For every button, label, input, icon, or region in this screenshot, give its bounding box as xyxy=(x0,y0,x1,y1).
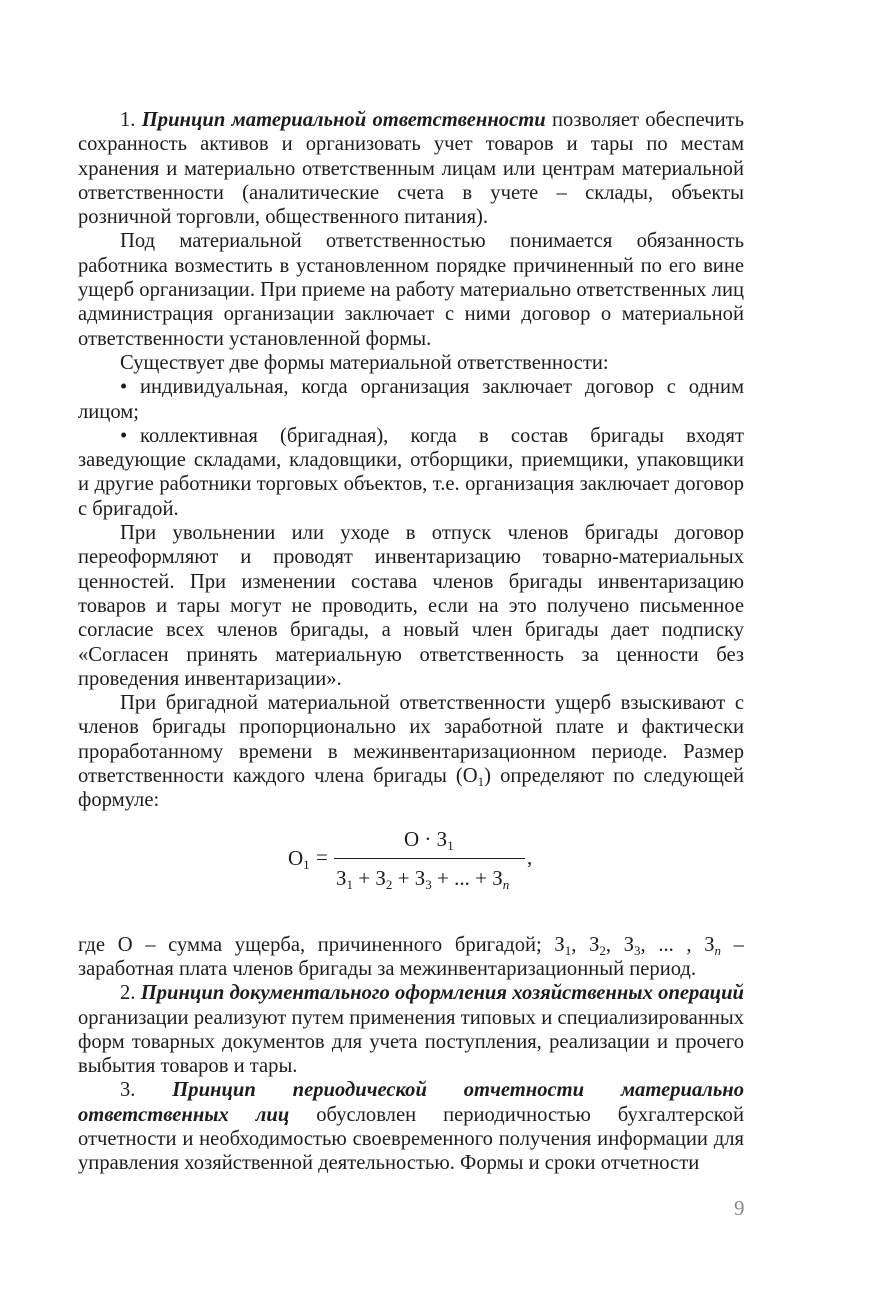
principle-title: Принцип периодической отчетности материально ответственных лиц xyxy=(78,1079,744,1126)
list-number: 3. xyxy=(120,1079,173,1102)
principle-title: Принцип документального оформления хозяйственных операций xyxy=(140,982,744,1005)
list-number: 2. xyxy=(120,982,141,1005)
page-number: 9 xyxy=(734,1196,745,1220)
formula-lhs: $О_1$ xyxy=(288,845,310,872)
paragraph-formula-legend: где О – сумма ущерба, причиненного бригадой; $З_1$, $З_2$, $З_3$, ... , $З_n$ – заработная плата членов бригады за межинвентаризационный период. xyxy=(78,933,744,980)
fraction-line xyxy=(334,858,525,859)
paragraph-definition: Под материальной ответственностью понимается обязанность работника возместить в установленном порядке причиненный по его вине ущерб организации. При приеме на работу материально ответственных лиц администрация организации заключает с ними договор о материальной ответственности установленной формы. xyxy=(78,230,744,350)
paragraph-dismissal: При увольнении или уходе в отпуск членов бригады договор переоформляют и проводят инвентаризацию товарно-материальных ценностей. При изменении состава членов бригады инвентаризацию товаров и тары могут не проводить, если на это получено письменное согласие всех членов бригады, а новый член бригады дает подписку «Согласен принять материальную ответственность за ценности без проведения инвентаризации». xyxy=(78,522,744,690)
list-item: • коллективная (бригадная), когда в состав бригады входят заведующие складами, кладовщики, отборщики, приемщики, упаковщики и другие работники торговых объектов, т.е. организация заключает договор с бригадой. xyxy=(78,424,744,520)
bullet-icon: • xyxy=(120,376,128,399)
list-item: • индивидуальная, когда организация заключает договор с одним лицом; xyxy=(78,376,744,423)
bullet-icon: • xyxy=(120,424,128,447)
formula-comma: , xyxy=(527,844,533,869)
formula-equals: = xyxy=(316,844,328,869)
page-body xyxy=(78,108,744,1176)
paragraph-principle-1 xyxy=(78,108,744,229)
principle-title: Принцип материальной ответственности xyxy=(141,109,546,131)
paragraph-brigade-liability: При бригадной материальной ответственности ущерб взыскивают с членов бригады пропорционально их заработной плате и фактически проработанному времени в межинвентаризационном периоде. Размер ответственности каждого члена бригады $(О_1)$ определяют по следующей формуле: xyxy=(78,692,744,812)
paragraph-principle-2: 2. Принцип документального оформления хозяйственных операций организации реализуют путем применения типовых и специализированных форм товарных документов для учета поступления, реализации и прочего выбытия товаров и тары. xyxy=(78,982,744,1078)
paragraph-principle-3: 3. Принцип периодической отчетности материально ответственных лиц обусловлен периодичностью бухгалтерской отчетности и необходимостью своевременного получения информации для управления хозяйственной деятельностью. Формы и сроки отчетности xyxy=(78,1079,744,1175)
list-number: 1. xyxy=(120,109,142,131)
paragraph-text: позволяет обеспечить сохранность активов и организовать учет товаров и тары по местам хранения и материально ответственным лицам или центрам материальной ответственности (аналитические счета в учете – склады, объекты розничной торговли, общественного питания). xyxy=(78,109,745,229)
formula-numerator: $О \cdot З_1$ xyxy=(404,826,454,853)
paragraph-forms-intro: Существует две формы материальной ответственности: xyxy=(120,351,609,374)
formula-denominator: $З_1 + З_2 + З_3$ + ... + $З_n$ xyxy=(336,865,510,892)
formula xyxy=(78,823,744,921)
